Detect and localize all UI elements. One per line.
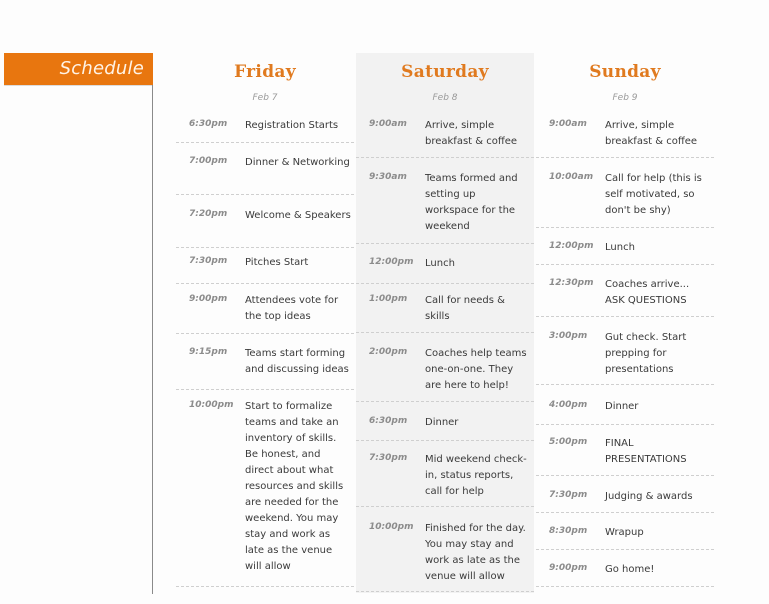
event-time: 6:30pm [369,416,408,426]
event-time: 7:30pm [369,453,408,463]
event-time: 7:30pm [189,256,228,266]
event-description: Teams start forming and discussing ideas [245,348,349,375]
event-time: 4:00pm [549,400,588,410]
schedule-divider [152,85,153,594]
event-separator [176,586,354,587]
event-separator [176,142,354,143]
event-separator [356,157,534,158]
event-time: 5:00pm [549,437,588,447]
event-time: 12:00pm [369,257,414,267]
event-time: 7:30pm [549,490,588,500]
day-date: Feb 8 [432,93,458,103]
event-time: 9:00pm [189,294,228,304]
event-time: 10:00am [549,172,594,182]
event-description: Coaches help teams one-on-one. They are here to help! [425,348,527,391]
event-description: FINAL PRESENTATIONS [605,438,687,465]
event-time: 12:30pm [549,278,594,288]
event-time: 1:00pm [369,294,408,304]
event-description: Attendees vote for the top ideas [245,295,339,322]
day-title: Sunday [589,62,661,82]
event-time: 9:00am [369,119,407,129]
event-time: 7:00pm [189,156,228,166]
day-title: Saturday [401,62,489,82]
event-description: Dinner [605,401,639,412]
tab-underline [4,85,153,86]
event-separator [356,283,534,284]
event-description: Dinner & Networking [245,157,350,168]
event-description: Registration Starts [245,120,339,131]
event-description: Lunch [425,258,455,269]
day-column-saturday [356,53,534,593]
event-separator [356,401,534,402]
day-title: Friday [234,62,296,82]
event-separator [356,332,534,333]
event-description: Call for help (this is self motivated, so don't be shy) [605,173,702,216]
day-date: Feb 9 [612,93,638,103]
event-time: 6:30pm [189,119,228,129]
event-description: Coaches arrive... ASK QUESTIONS [605,279,690,306]
event-description: Arrive, simple breakfast & coffee [605,120,698,147]
event-separator [176,389,354,390]
event-time: 2:00pm [369,347,408,357]
event-time: 10:00pm [189,400,234,410]
event-description: Mid weekend check-in, status reports, call for help [425,454,527,497]
event-separator [536,227,714,228]
event-description: Lunch [605,242,635,253]
event-separator [536,316,714,317]
event-separator [536,475,714,476]
day-date: Feb 7 [252,93,278,103]
event-time: 3:00pm [549,331,588,341]
event-time: 10:00pm [369,522,414,532]
schedule-section-tab[interactable]: Schedule [4,53,153,85]
event-time: 9:00am [549,119,587,129]
event-separator [176,247,354,248]
event-description: Welcome & Speakers [245,210,351,221]
event-description: Gut check. Start prepping for presentations [605,332,687,375]
event-description: Call for needs & skills [425,295,505,322]
event-time: 9:00pm [549,563,588,573]
event-description: Arrive, simple breakfast & coffee [425,120,518,147]
event-separator [356,440,534,441]
event-description: Wrapup [605,527,644,538]
event-description: Finished for the day. You may stay and work as late as the venue will allow [425,523,526,582]
event-description: Dinner [425,417,459,428]
event-separator [176,333,354,334]
event-description: Judging & awards [605,491,693,502]
event-separator [536,264,714,265]
event-separator [176,194,354,195]
event-separator [536,424,714,425]
event-separator [176,283,354,284]
event-time: 12:00pm [549,241,594,251]
event-separator [356,506,534,507]
event-separator [536,586,714,587]
event-time: 7:20pm [189,209,228,219]
event-separator [536,549,714,550]
event-separator [536,157,714,158]
event-description: Teams formed and setting up workspace for the weekend [425,173,518,232]
event-separator [536,384,714,385]
event-separator [356,243,534,244]
event-time: 9:30am [369,172,407,182]
event-time: 9:15pm [189,347,228,357]
event-description: Go home! [605,564,655,575]
event-time: 8:30pm [549,526,588,536]
event-separator [356,591,534,592]
event-separator [536,512,714,513]
event-description: Pitches Start [245,257,309,268]
event-description: Start to formalize teams and take an inventory of skills. Be honest, and direct about what resources and skills are needed for the weekend. You may stay and work as late as the venue will allow [245,401,344,572]
